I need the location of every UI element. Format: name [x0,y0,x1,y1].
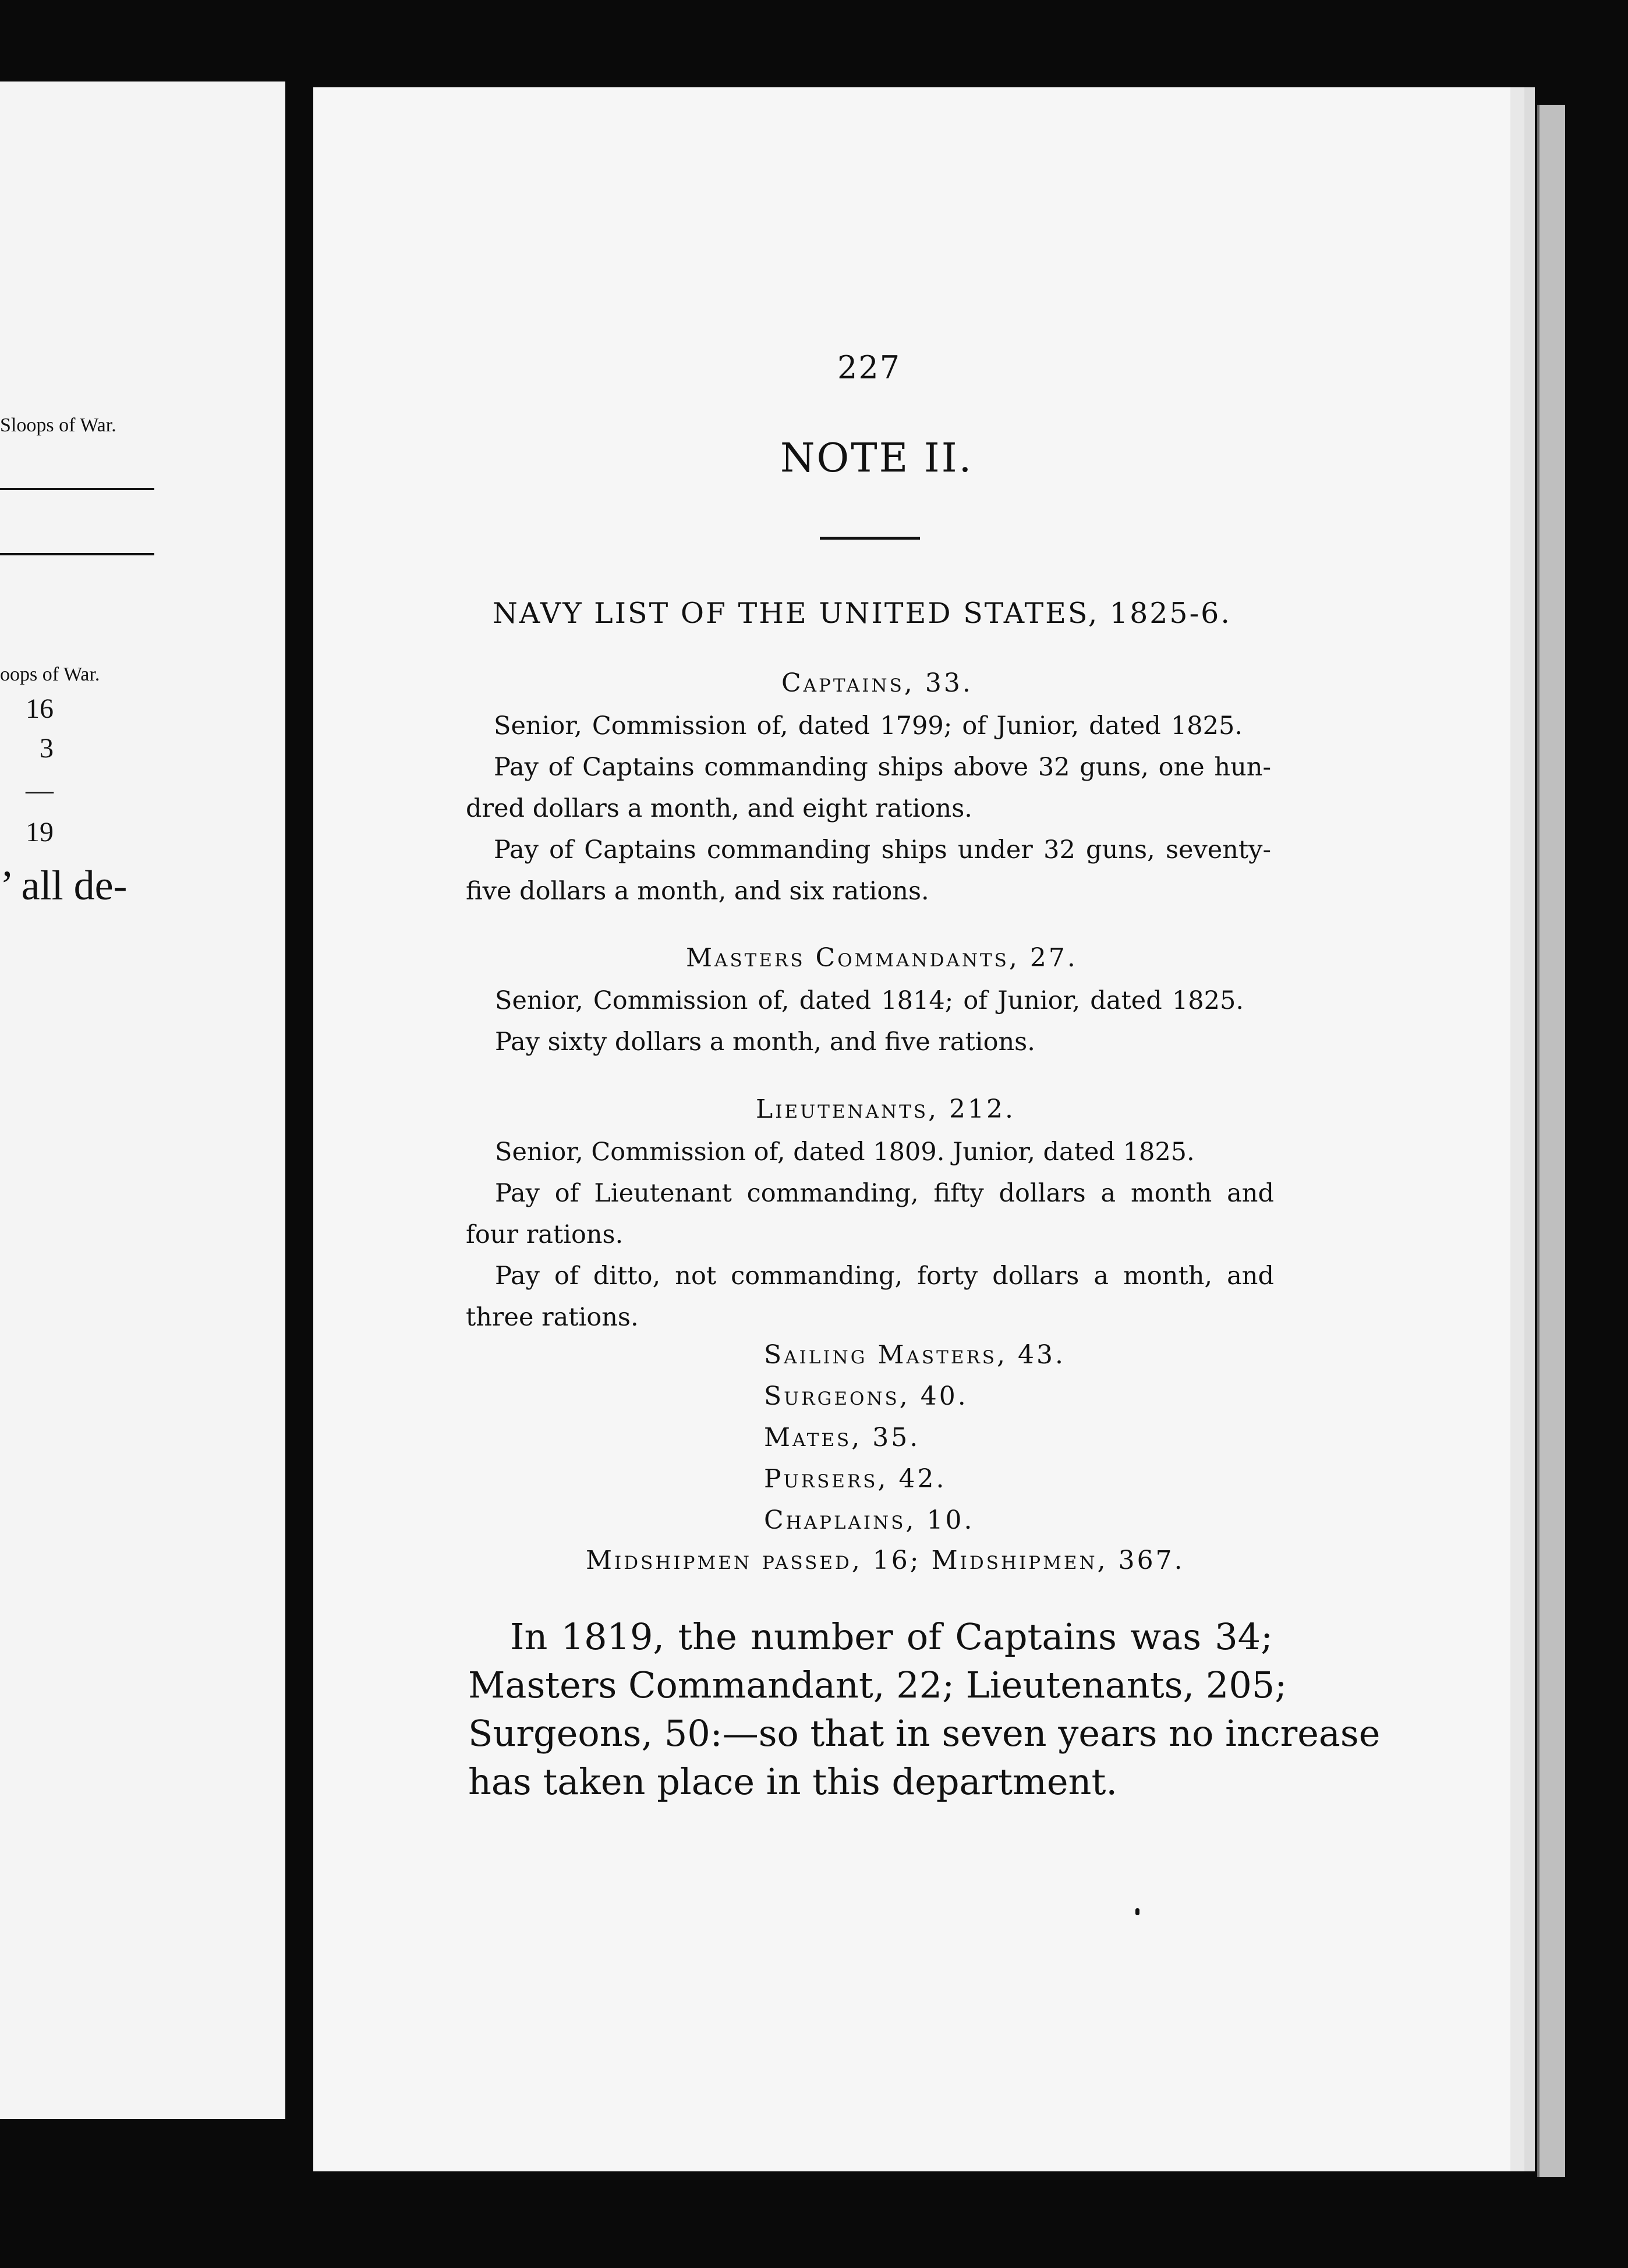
body-text-fragment: ’ all de- [0,862,128,909]
body-line: four rations. [466,1220,624,1249]
book-page [313,87,1535,2171]
table-column-header: oops of War. [0,664,100,685]
paragraph-line: Surgeons, 50:—so that in seven years no increase [468,1712,1381,1755]
body-line: dred dollars a month, and eight rations. [466,794,972,823]
paragraph-line: has taken place in this department. [468,1760,1118,1803]
body-line: five dollars a month, and six rations. [466,877,929,906]
body-line: Senior, Commission of, dated 1814; of Junior, dated 1825. [495,986,1244,1015]
title-rule [820,537,920,540]
paragraph-line: Masters Commandant, 22; Lieutenants, 205; [468,1664,1287,1706]
body-line: Pay sixty dollars a month, and five rations. [495,1027,1035,1057]
section-heading: NAVY LIST OF THE UNITED STATES, 1825-6. [493,597,1231,630]
note-title: NOTE II. [780,435,974,481]
rank-line: Chaplains, 10. [764,1505,975,1535]
rank-title-lieutenants: Lieutenants, 212. [756,1094,1016,1124]
rank-line: Mates, 35. [764,1423,921,1452]
ink-speck [1135,1908,1139,1915]
body-line: Senior, Commission of, dated 1809. Junior, dated 1825. [495,1137,1195,1167]
previous-page [0,81,285,2119]
page-edge [1537,105,1565,2177]
table-sum-rule: — [26,775,54,806]
midshipmen-line: Midshipmen passed, 16; Midshipmen, 367. [586,1546,1185,1575]
table-rule [0,488,154,490]
rank-title-masters-commandants: Masters Commandants, 27. [686,943,1078,973]
rank-line: Surgeons, 40. [764,1381,968,1411]
body-line: Pay of Captains commanding ships above 32 guns, one hun- [494,753,1271,782]
paragraph-line: In 1819, the number of Captains was 34; [510,1615,1273,1658]
body-line: Pay of ditto, not commanding, forty dollars a month, and [495,1261,1274,1291]
table-total: 19 [26,817,54,848]
body-line: Senior, Commission of, dated 1799; of Junior, dated 1825. [494,711,1243,740]
book-gutter [285,81,309,2119]
body-line: Pay of Lieutenant commanding, fifty dollars a month and [495,1179,1274,1208]
body-line: three rations. [466,1303,639,1332]
rank-line: Pursers, 42. [764,1464,947,1494]
table-value: 3 [40,733,54,764]
table-column-header: Sloops of War. [0,414,116,436]
rank-line: Sailing Masters, 43. [764,1340,1066,1370]
table-rule [0,553,154,555]
page-number: 227 [837,349,901,386]
body-line: Pay of Captains commanding ships under 32 guns, seventy- [494,835,1271,864]
rank-title-captains: Captains, 33. [781,668,973,698]
table-value: 16 [26,693,54,724]
